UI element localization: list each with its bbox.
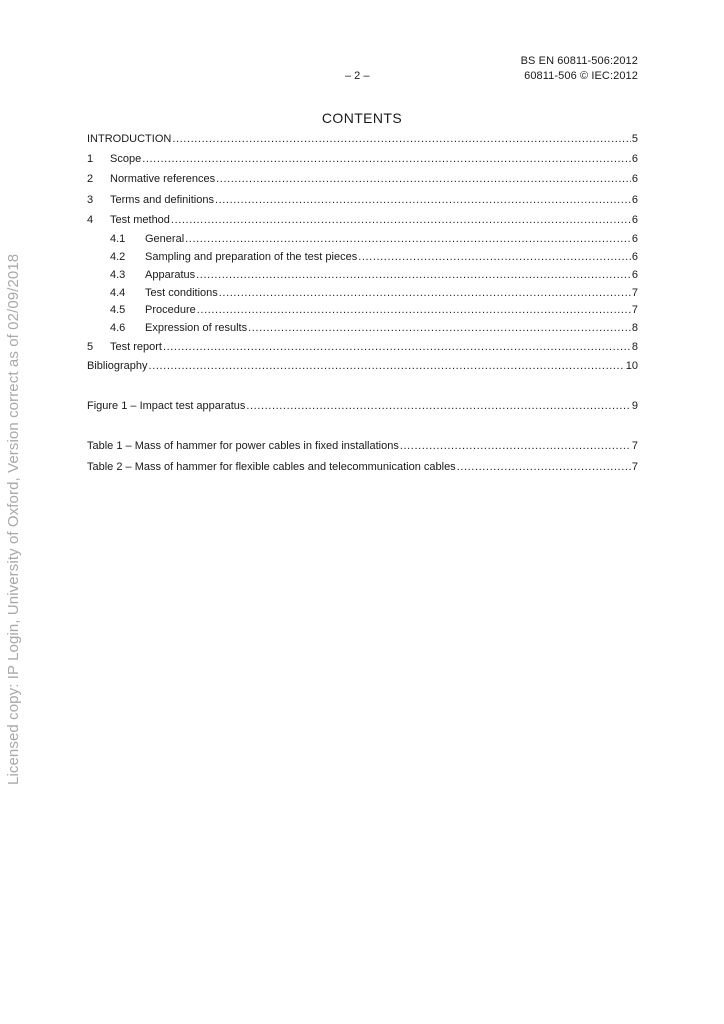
toc-entry-number: 4.3 xyxy=(110,269,126,281)
toc-entry-sampling[interactable] xyxy=(87,250,638,265)
toc-entry-procedure[interactable] xyxy=(87,303,638,318)
toc-entry-page: 5 xyxy=(631,133,638,145)
toc-entry-page: 6 xyxy=(631,269,638,281)
toc-entry-page: 7 xyxy=(631,440,638,452)
toc-entry-page: 8 xyxy=(631,341,638,353)
toc-entry-scope[interactable] xyxy=(87,152,638,167)
toc-entry-number: 4 xyxy=(87,214,94,226)
toc-entry-general[interactable] xyxy=(87,232,638,247)
toc-entry-table-2[interactable] xyxy=(87,460,638,475)
toc-entry-apparatus[interactable] xyxy=(87,268,638,283)
dot-leader xyxy=(215,193,631,208)
toc-entry-title: Procedure xyxy=(145,304,196,316)
toc-entry-terms-and-definitions[interactable] xyxy=(87,193,638,208)
toc-entry-number: 4.1 xyxy=(110,233,126,245)
dot-leader xyxy=(163,340,631,355)
toc-entry-number: 4.4 xyxy=(110,287,126,299)
toc-entry-figure-1[interactable] xyxy=(87,399,638,414)
dot-leader xyxy=(400,439,631,454)
toc-entry-number: 3 xyxy=(87,194,94,206)
contents-heading: CONTENTS xyxy=(321,110,403,126)
table-of-contents xyxy=(87,0,638,1024)
toc-entry-page: 7 xyxy=(631,304,638,316)
toc-entry-title: Terms and definitions xyxy=(110,194,214,206)
dot-leader xyxy=(358,250,631,265)
toc-entry-test-report[interactable] xyxy=(87,340,638,355)
toc-entry-test-conditions[interactable] xyxy=(87,286,638,301)
toc-entry-page: 9 xyxy=(631,400,638,412)
page-number: – 2 – xyxy=(345,70,370,82)
dot-leader xyxy=(172,132,631,147)
toc-entry-title: Normative references xyxy=(110,173,216,185)
toc-entry-title: Test conditions xyxy=(145,287,218,299)
dot-leader xyxy=(457,460,631,475)
toc-entry-normative-references[interactable] xyxy=(87,172,638,187)
toc-entry-number: 4.2 xyxy=(110,251,126,263)
toc-entry-title: Table 1 – Mass of hammer for power cables in fixed installations xyxy=(87,440,399,452)
dot-leader xyxy=(197,303,631,318)
toc-entry-title: Scope xyxy=(110,153,142,165)
toc-entry-title: Expression of results xyxy=(145,322,248,334)
toc-entry-introduction[interactable] xyxy=(87,132,638,147)
standard-designation: BS EN 60811-506:2012 xyxy=(520,55,638,67)
toc-entry-number: 1 xyxy=(87,153,94,165)
toc-entry-expression-of-results[interactable] xyxy=(87,321,638,336)
toc-entry-table-1[interactable] xyxy=(87,439,638,454)
toc-entry-title: General xyxy=(145,233,185,245)
dot-leader xyxy=(142,152,631,167)
toc-entry-page: 6 xyxy=(631,214,638,226)
toc-entry-bibliography[interactable] xyxy=(87,359,638,374)
dot-leader xyxy=(185,232,631,247)
toc-entry-page: 7 xyxy=(631,287,638,299)
toc-entry-page: 8 xyxy=(631,322,638,334)
toc-entry-number: 4.5 xyxy=(110,304,126,316)
dot-leader xyxy=(216,172,631,187)
toc-entry-page: 6 xyxy=(631,194,638,206)
toc-entry-title: INTRODUCTION xyxy=(87,133,172,145)
toc-entry-title: Apparatus xyxy=(145,269,196,281)
toc-entry-title: Test report xyxy=(110,341,162,353)
dot-leader xyxy=(196,268,631,283)
dot-leader xyxy=(219,286,631,301)
iec-reference: 60811-506 © IEC:2012 xyxy=(524,70,638,82)
toc-entry-page: 7 xyxy=(631,461,638,473)
toc-entry-page: 6 xyxy=(631,233,638,245)
toc-entry-title: Sampling and preparation of the test pieces xyxy=(145,251,358,263)
toc-entry-page: 10 xyxy=(625,360,638,372)
license-watermark: Licensed copy: IP Login, University of Oxford, Version correct as of 02/09/2018 xyxy=(5,253,22,785)
toc-entry-test-method[interactable] xyxy=(87,213,638,228)
dot-leader xyxy=(246,399,631,414)
toc-entry-number: 2 xyxy=(87,173,94,185)
toc-entry-page: 6 xyxy=(631,173,638,185)
toc-entry-title: Bibliography xyxy=(87,360,148,372)
toc-entry-title: Table 2 – Mass of hammer for flexible cables and telecommunication cables xyxy=(87,461,456,473)
toc-entry-number: 4.6 xyxy=(110,322,126,334)
toc-entry-title: Test method xyxy=(110,214,170,226)
toc-entry-number: 5 xyxy=(87,341,94,353)
toc-entry-page: 6 xyxy=(631,251,638,263)
toc-entry-page: 6 xyxy=(631,153,638,165)
dot-leader xyxy=(149,359,625,374)
toc-entry-title: Figure 1 – Impact test apparatus xyxy=(87,400,246,412)
dot-leader xyxy=(248,321,631,336)
dot-leader xyxy=(171,213,631,228)
